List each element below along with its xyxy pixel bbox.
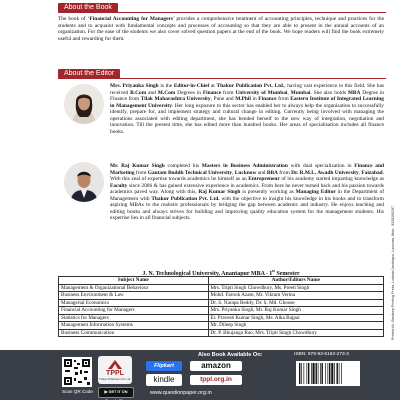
text-run: Mumbai xyxy=(290,89,311,96)
col-author-name: Author/Editors Name xyxy=(208,277,384,285)
text-run: from xyxy=(134,169,148,176)
author-cell: Mohd. Farook Azam, Mr. Vikram Verma xyxy=(208,292,384,300)
table-row xyxy=(59,292,384,300)
barcode-bar xyxy=(318,363,319,384)
text-run: Masters in Business Administration xyxy=(201,163,288,169)
scan-qr-label: Scan QR Code xyxy=(62,389,93,394)
barcode-bar xyxy=(307,363,308,384)
author-cell: Mr. Dileep Singh xyxy=(208,322,384,330)
text-run: Dr. R.M.L. Awadh University xyxy=(291,169,359,176)
tppl-logo-text: TPPL xyxy=(106,370,124,377)
text-run: with the objective to insight his knowledge in his books and to transform aspiring MBAs to the realistic professionals by bridging the gap between academic and industry. He enjoys teaching and editing books and always strives for building and improving quality education system for the management students. His expertise lies in all financial subjects. xyxy=(110,195,384,222)
table-row xyxy=(59,299,384,307)
tppl-logo-sub: Thakur Publication Pvt. Ltd. xyxy=(99,378,131,381)
printer-side-text: Printed At: Sandeep Printing Press, Lodwar/Jandrapur, Lucknow, Mob.: 9335195297 xyxy=(391,205,395,340)
text-run: , xyxy=(232,169,235,176)
text-run: University of Mumbai xyxy=(235,89,288,96)
about-editor-rule xyxy=(58,78,386,79)
barcode-bar xyxy=(325,363,326,384)
text-run: B.Com xyxy=(130,89,147,96)
text-run: M.Phil xyxy=(235,96,251,103)
tppl-logo xyxy=(98,356,132,384)
text-run: Finance xyxy=(258,96,277,103)
subject-cell: Managerial Economics xyxy=(59,299,209,307)
table-row xyxy=(59,329,384,337)
subject-cell: Management & Organizational Behaviour xyxy=(59,284,209,292)
barcode-bar xyxy=(322,363,323,384)
text-run: Mrs. Priyanka Singh xyxy=(110,83,159,89)
qr-code-icon[interactable] xyxy=(62,357,92,387)
subjects-table-title: J. N. Technological University, Anantapur MBA - Ist Semester xyxy=(142,268,300,277)
barcode-bar xyxy=(341,363,342,384)
isbn-label: ISBN: 978-93-5163-273-3 xyxy=(294,352,349,357)
also-available-label: Also Book Available On: xyxy=(198,352,263,358)
editor2-bio xyxy=(110,163,384,222)
subject-cell: Management Information Systems xyxy=(59,322,209,330)
barcode-bar xyxy=(308,363,309,384)
text-run: since 2006 & has gained extensive experience in academics. From here he never turned back and his passion towards academics paved way. Along with this, xyxy=(110,182,384,196)
barcode-bar xyxy=(311,363,312,384)
col-subject-name: Subject Name xyxy=(59,277,209,285)
barcode-bar xyxy=(304,363,305,384)
author-cell: Er. Pravesh Kumar Singh, Ms. Alka Bajpai xyxy=(208,314,384,322)
barcode-icon xyxy=(296,361,360,386)
text-run: Finance xyxy=(202,89,222,96)
text-run: Eastern Institute of Integrated Learning in Management University xyxy=(110,96,384,109)
text-run: Degrees in xyxy=(175,89,203,96)
tppl-logo-mark-icon xyxy=(107,359,123,370)
text-run: at xyxy=(209,83,217,89)
barcode-bar xyxy=(313,363,315,384)
text-run: , having vast experience in this field. She has received xyxy=(110,83,384,96)
text-run: from xyxy=(277,169,292,176)
kindle-badge[interactable]: kindle xyxy=(146,374,182,386)
text-run: , xyxy=(287,89,291,96)
text-run: with dual specialization in xyxy=(287,163,355,169)
text-run: M.Com xyxy=(157,89,176,96)
subject-cell: Financial Accounting for Managers xyxy=(59,307,209,315)
barcode-bar xyxy=(320,363,321,384)
flipkart-badge[interactable]: Flipkart xyxy=(146,361,182,371)
text-run: Financial Accounting for Managers xyxy=(89,16,173,22)
editor1-portrait-icon xyxy=(64,84,104,124)
google-play-badge[interactable]: ▶ GET IT ON Google Play xyxy=(98,387,134,398)
table-row xyxy=(59,307,384,315)
barcode-bar xyxy=(339,363,340,384)
text-run: , Pune and xyxy=(210,96,236,103)
text-run: Thakur Publication Pvt. Ltd. xyxy=(151,195,220,202)
text-run: . Her long exposure to this sector has enabled her to always help the organisation to successfully identify, prepare for, and implement strategy and cultural change in editing. Currently being involved with managing the operations associated with editing department, she has bended herself to the new way of integration, negotiation and innovation. Till the present time, she has edited more than hundred books. Her areas of specialisation includes all finance books. xyxy=(110,102,384,135)
text-run: is the xyxy=(158,83,174,89)
text-run: and xyxy=(256,169,267,176)
subject-cell: Business Environment & Law xyxy=(59,292,209,300)
about-editor-heading: About the Editor xyxy=(58,69,120,79)
text-run: Mr. Raj Kumar Singh xyxy=(110,163,165,169)
subjects-table-header xyxy=(59,277,384,285)
text-run: Tilak Maharashtra University xyxy=(140,96,211,103)
text-run: . With this zeal of expertise towards academics he himself as an xyxy=(110,169,384,183)
editor2-portrait-icon xyxy=(64,162,104,202)
about-book-rule xyxy=(58,12,386,13)
text-run: Faizabad xyxy=(361,169,383,176)
text-run: Managing Editor xyxy=(295,189,336,196)
text-run: Editor-in-Chief xyxy=(173,83,210,89)
barcode-bar xyxy=(316,363,317,384)
about-book-text xyxy=(58,16,384,42)
subjects-table xyxy=(58,276,384,337)
table-row xyxy=(59,284,384,292)
barcode-bar xyxy=(328,363,329,384)
editor1-photo xyxy=(64,84,104,124)
text-run: , xyxy=(358,169,362,176)
tppl-site-badge[interactable]: tppl.org.in xyxy=(190,375,242,385)
text-run: Finance and Marketing xyxy=(110,163,384,176)
text-run: Faculty xyxy=(110,182,128,189)
author-cell: Mrs. Priyanka Singh, Mr. Raj Kumar Singh xyxy=(208,307,384,315)
text-run: Degree in Finance from xyxy=(110,89,384,103)
text-run: and xyxy=(146,89,158,96)
text-run: Thakur Publication Pvt. Ltd. xyxy=(216,83,285,89)
text-run: from xyxy=(221,89,236,96)
editor2-photo xyxy=(64,162,104,202)
text-run: MBA xyxy=(347,89,361,96)
editor1-bio xyxy=(110,83,384,135)
text-run: in xyxy=(250,96,259,103)
barcode-bar xyxy=(301,363,302,384)
barcode-bar xyxy=(334,363,335,384)
barcode-bar xyxy=(329,363,330,384)
barcode-bar xyxy=(299,363,300,384)
text-run: from xyxy=(276,96,291,103)
text-run: Entrepreneur xyxy=(248,176,280,183)
text-run: Raj Kumar Singh xyxy=(198,189,241,196)
text-run: of his academy started imparting knowledge as xyxy=(279,176,384,183)
text-run: BBA xyxy=(266,169,278,176)
text-run: The book of ‘ xyxy=(58,16,90,22)
subject-cell: Statistics for Managers xyxy=(59,314,209,322)
author-cell: Mrs. Tripti Singh Chowdhury, Ms. Preeti Singh xyxy=(208,284,384,292)
text-run: . She also holds xyxy=(310,89,348,96)
table-row xyxy=(59,314,384,322)
amazon-badge[interactable]: amazon xyxy=(190,361,242,371)
text-run: Lucknow xyxy=(234,169,257,176)
text-run: completed his xyxy=(164,163,202,169)
text-run: ’ provides a comprehensive treatment of accounting principles, technique and practices for the students and to acquaint with fundamental concepts and processes of accounting so that they are able to present in the annual accounts of an organization. For the ease of the students we also cover solved question papers at the end of the book. We hope readers will find the book extremely useful and rewarding for them. xyxy=(58,16,384,42)
subject-cell: Business Communication xyxy=(59,329,209,337)
about-book-heading: About the Book xyxy=(58,3,118,13)
barcode-bar xyxy=(337,363,338,384)
author-cell: Dr. P. Bhujanga Rao, Mrs. Tripti Singh Chowdhury xyxy=(208,329,384,337)
barcode-bar xyxy=(331,363,333,384)
author-cell: Dr. S. Narapa Reddy, Dr. S. Md. Ghouse xyxy=(208,299,384,307)
text-run: is presently working as xyxy=(240,189,296,196)
google-play-icon: ▶ xyxy=(104,390,108,394)
text-run: in the Department of Management with xyxy=(110,189,384,202)
website-link[interactable]: www.questionpaper.org.in xyxy=(150,390,212,396)
table-row xyxy=(59,322,384,330)
text-run: Gautam Buddh Technical University xyxy=(147,169,233,176)
